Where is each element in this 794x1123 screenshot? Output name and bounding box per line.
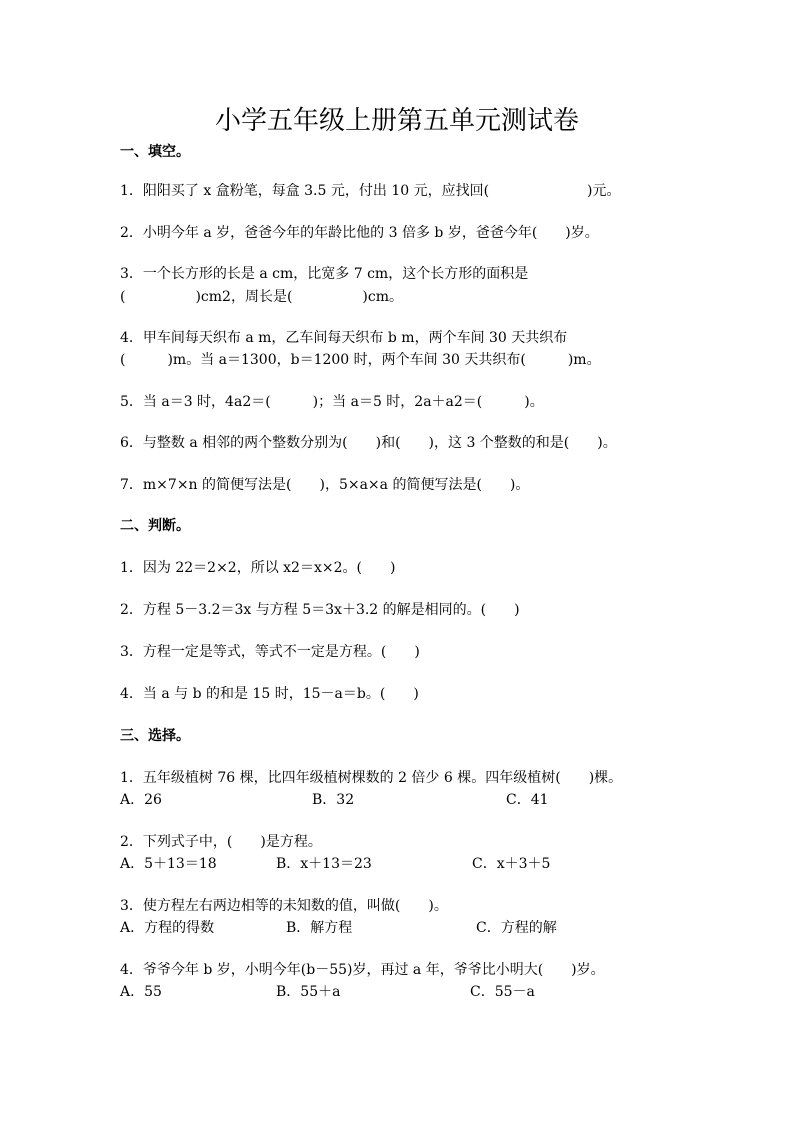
choice-option-a: A．55 — [120, 984, 162, 1000]
choice-option-b: B．55＋a — [276, 984, 341, 1000]
judge-question-1: 1．因为 22＝2×2，所以 x2＝x×2。( ) — [120, 560, 396, 576]
choice-option-c: C．55－a — [470, 984, 535, 1000]
fill-question-3-line1: 3．一个长方形的长是 a cm，比宽多 7 cm，这个长方形的面积是 — [120, 266, 529, 282]
fill-question-6: 6．与整数 a 相邻的两个整数分别为( )和( )，这 3 个整数的和是( )。 — [120, 435, 617, 451]
fill-question-4-line1: 4．甲车间每天织布 a m，乙车间每天织布 b m，两个车间 30 天共织布 — [120, 330, 568, 346]
fill-question-2: 2．小明今年 a 岁，爸爸今年的年龄比他的 3 倍多 b 岁，爸爸今年( )岁。 — [120, 225, 599, 241]
section-heading-judge: 二、判断。 — [120, 518, 190, 534]
fill-question-1: 1．阳阳买了 x 盒粉笔，每盒 3.5 元，付出 10 元，应找回( )元。 — [120, 183, 621, 199]
choice-option-a: A．方程的得数 — [120, 920, 215, 936]
section-heading-fill: 一、填空。 — [120, 144, 190, 160]
choice-option-a: A．26 — [120, 792, 162, 808]
judge-question-2: 2．方程 5－3.2＝3x 与方程 5＝3x＋3.2 的解是相同的。( ) — [120, 602, 520, 618]
judge-question-4: 4．当 a 与 b 的和是 15 时，15－a＝b。( ) — [120, 686, 419, 702]
fill-question-3-line2: ( )cm2，周长是( )cm。 — [120, 289, 403, 305]
choice-question-4-stem: 4．爷爷今年 b 岁，小明今年(b－55)岁，再过 a 年，爷爷比小明大( )岁。 — [120, 962, 605, 978]
choice-option-a: A．5＋13＝18 — [120, 856, 217, 872]
choice-option-c: C．x＋3＋5 — [472, 856, 551, 872]
choice-option-b: B．32 — [312, 792, 355, 808]
choice-question-1-stem: 1．五年级植树 76 棵，比四年级植树棵数的 2 倍少 6 棵。四年级植树( )棵。 — [120, 770, 623, 786]
choice-question-3-stem: 3．使方程左右两边相等的未知数的值，叫做( )。 — [120, 898, 448, 914]
choice-option-b: B．x＋13＝23 — [276, 856, 372, 872]
fill-question-7: 7．m×7×n 的简便写法是( )，5×a×a 的简便写法是( )。 — [120, 477, 530, 493]
fill-question-5: 5．当 a＝3 时，4a2＝( )；当 a＝5 时，2a＋a2＝( )。 — [120, 394, 544, 410]
choice-question-2-stem: 2．下列式子中，( )是方程。 — [120, 834, 322, 850]
choice-option-b: B．解方程 — [286, 920, 353, 936]
judge-question-3: 3．方程一定是等式，等式不一定是方程。( ) — [120, 644, 420, 660]
choice-option-c: C．41 — [506, 792, 549, 808]
section-heading-choice: 三、选择。 — [120, 728, 190, 744]
fill-question-4-line2: ( )m。当 a＝1300，b＝1200 时，两个车间 30 天共织布( )m。 — [120, 352, 601, 368]
choice-option-c: C．方程的解 — [476, 920, 557, 936]
page-title: 小学五年级上册第五单元测试卷 — [214, 106, 579, 136]
